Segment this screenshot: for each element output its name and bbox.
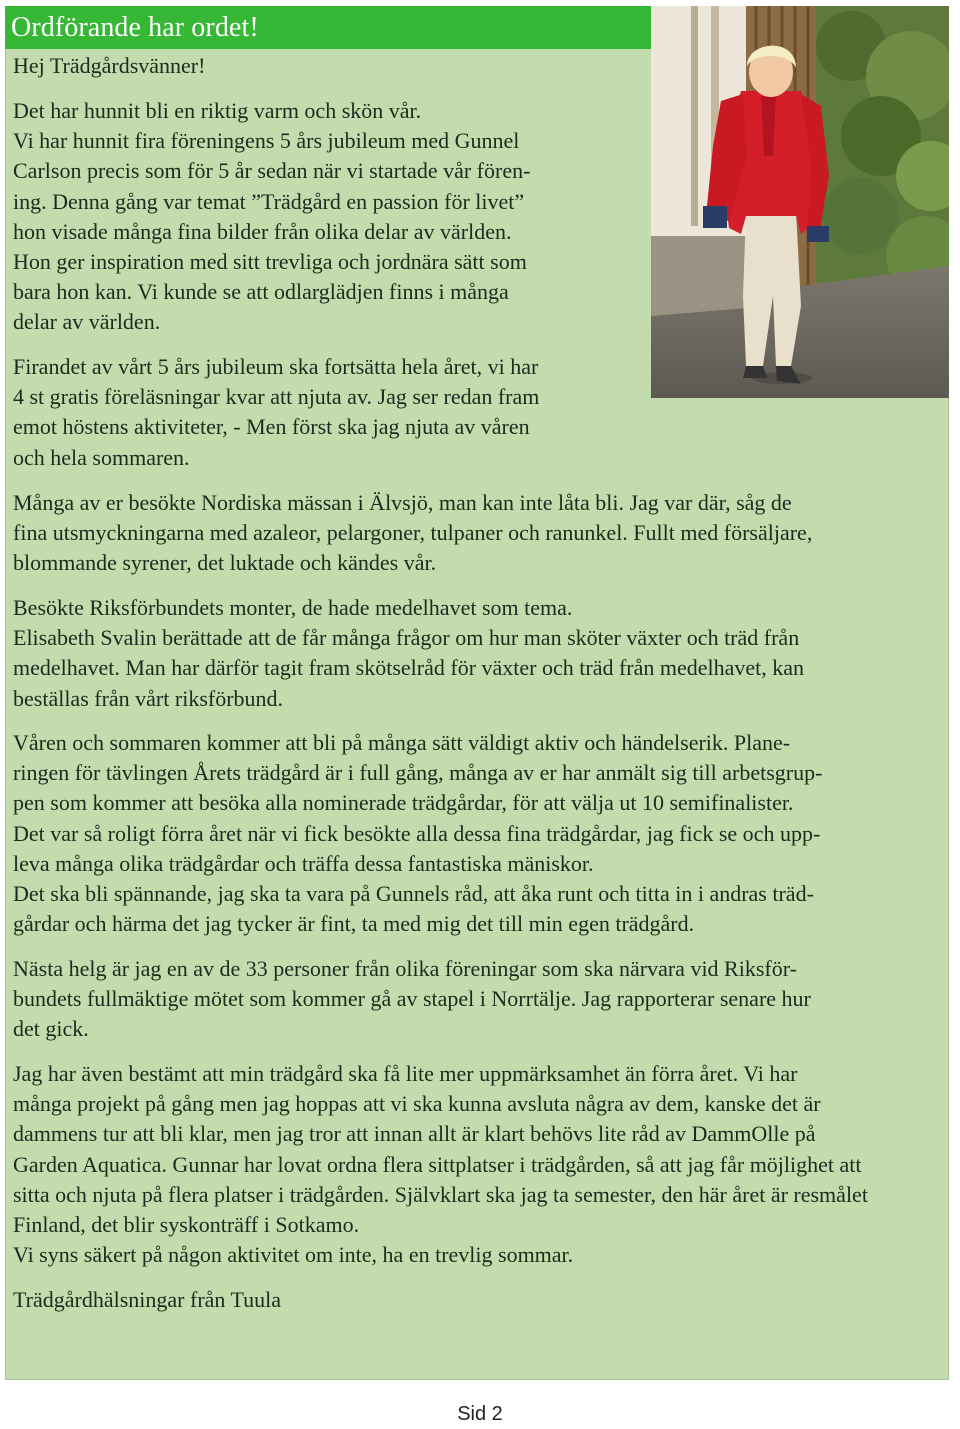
paragraph-7: Jag har även bestämt att min trädgård ska få lite mer uppmärksamhet än förra året. Vi har många projekt på gång men jag hoppas att vi ska kunna avsluta några av dem, kanske det är dammens tur att bli klar, men jag tror att innan allt är klart behövs lite råd av DammOlle på Garden Aquatica. Gunnar har lovat ordna flera sittplatser i trädgården, så att jag får möjlighet att sitta och njuta på flera platser i trädgården. Självklart ska jag ta semester, den här året är resmålet Finland, det blir syskonträff i Sotkamo. Vi syns säkert på någon aktivitet om inte, ha en trevlig sommar. bbox=[13, 1061, 868, 1268]
article-header bbox=[5, 6, 651, 49]
paragraph-2: Firandet av vårt 5 års jubileum ska fortsätta hela året, vi har 4 st gratis föreläsningar kvar att njuta av. Jag ser redan fram emot höstens aktiviteter, - Men först ska jag njuta av våren och hela sommaren. bbox=[13, 354, 540, 470]
paragraph-4: Besökte Riksförbundets monter, de hade medelhavet som tema. Elisabeth Svalin berättade att de får många frågor om hur man sköter växter och träd från medelhavet. Man har därför tagit fram skötselråd för växter och träd från medelhavet, kan beställas från vårt riksförbund. bbox=[13, 595, 805, 711]
signoff-text: Trädgårdhälsningar från Tuula bbox=[13, 1287, 282, 1312]
paragraph-5: Våren och sommaren kommer att bli på många sätt väldigt aktiv och händelserik. Plane- ringen för tävlingen Årets trädgård är i full gång, många av er har anmält sig till arbetsgrup- pen som kommer att besöka alla nominerade trädgårdar, för att välja ut 10 semifinalister. Det var så roligt förra året när vi fick besökte alla dessa fina trädgårdar, jag fick se och upp- leva många olika trädgårdar och träffa dessa fantastiska mäniskor. Det ska bli spännande, jag ska ta vara på Gunnels råd, att åka runt och titta in i andras träd- gårdar och härma det jag tycker är fint, ta med mig det till min egen trädgård. bbox=[13, 730, 823, 937]
greeting-text: Hej Trädgårdsvänner! bbox=[13, 53, 206, 78]
author-photo bbox=[651, 6, 949, 398]
paragraph-1: Det har hunnit bli en riktig varm och skön vår. Vi har hunnit fira föreningens 5 års jubileum med Gunnel Carlson precis som för 5 år sedan när vi startade vår fören- ing. Denna gång var temat ”Trädgård en passion för livet” hon visade många fina bilder från olika delar av världen. Hon ger inspiration med sitt trevliga och jordnära sätt som bara hon kan. Vi kunde se att odlarglädjen finns i många delar av världen. bbox=[13, 98, 531, 335]
page-number: Sid 2 bbox=[457, 1403, 503, 1425]
photo-woman-walking-icon bbox=[651, 6, 949, 398]
paragraph-3: Många av er besökte Nordiska mässan i Älvsjö, man kan inte låta bli. Jag var där, såg de fina utsmyckningarna med azaleor, pelargoner, tulpaner och ranunkel. Fullt med försäljare, blommande syrener, det luktade och kändes vår. bbox=[13, 490, 813, 576]
article-title: Ordförande har ordet! bbox=[11, 12, 259, 43]
paragraph-6: Nästa helg är jag en av de 33 personer från olika föreningar som ska närvara vid Riksför- bundets fullmäktige mötet som kommer gå av stapel i Norrtälje. Jag rapporterar senare hur det gick. bbox=[13, 956, 811, 1042]
